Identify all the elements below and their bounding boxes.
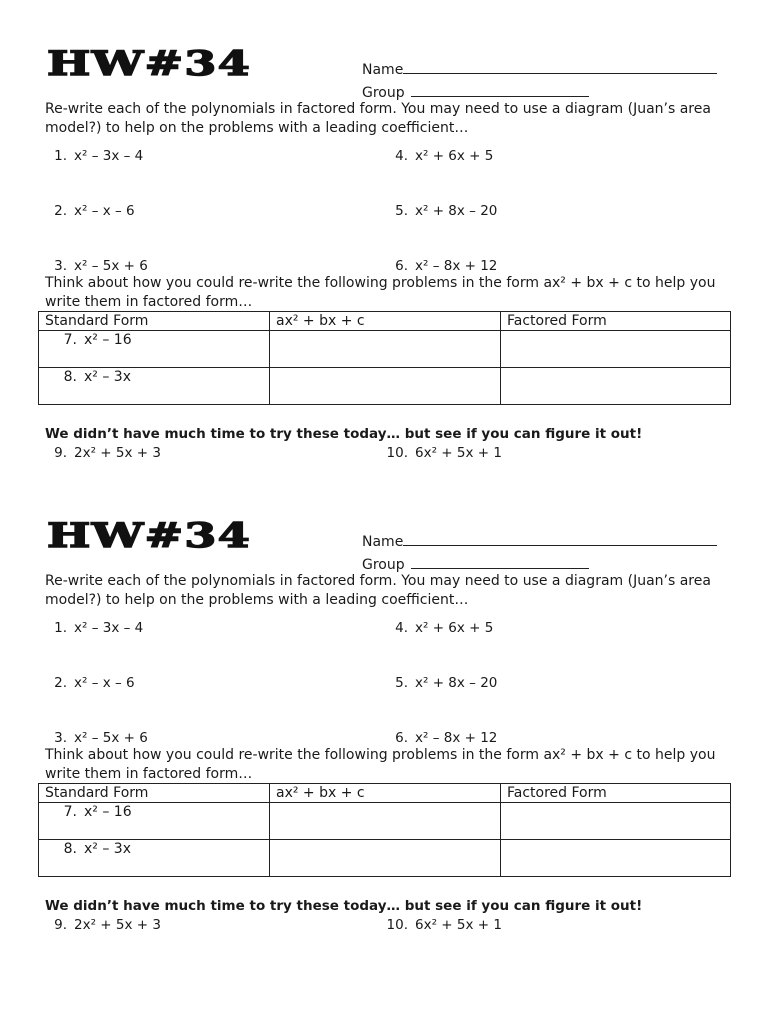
table-row	[39, 840, 731, 877]
problem-9: 9. 2x² + 5x + 3	[54, 917, 161, 933]
instructions: Re-write each of the polynomials in factored form. You may need to use a diagram (Juan’s area model?) to help on the problems with a leading coefficient…	[45, 101, 711, 136]
name-field	[362, 58, 717, 79]
name-field	[362, 530, 717, 551]
problem-5: 5. x² + 8x – 20	[395, 675, 498, 691]
worksheet-bottom	[0, 472, 768, 944]
instructions: Re-write each of the polynomials in factored form. You may need to use a diagram (Juan’s area model?) to help on the problems with a leading coefficient…	[45, 573, 711, 608]
group-blank[interactable]	[411, 553, 589, 569]
header-standard-form: Standard Form	[39, 312, 270, 331]
answer-cell[interactable]	[501, 803, 731, 840]
answer-cell[interactable]	[270, 331, 501, 368]
problem-4: 4. x² + 6x + 5	[395, 148, 494, 164]
name-label: Name	[362, 62, 404, 78]
group-blank[interactable]	[411, 81, 589, 97]
worksheet-title: HW#34	[47, 516, 252, 556]
bonus-heading: We didn’t have much time to try these today… but see if you can figure it out!	[45, 426, 643, 442]
answer-cell[interactable]	[501, 331, 731, 368]
header-abc-form: ax² + bx + c	[270, 784, 501, 803]
group-field	[362, 81, 589, 102]
factoring-table	[38, 783, 731, 877]
header-factored-form: Factored Form	[501, 784, 731, 803]
problem-7: 7. x² – 16	[39, 331, 270, 368]
problem-1: 1. x² – 3x – 4	[54, 148, 144, 164]
answer-cell[interactable]	[501, 368, 731, 405]
problem-6: 6. x² – 8x + 12	[395, 730, 498, 746]
group-label: Group	[362, 557, 405, 573]
name-blank[interactable]	[403, 530, 717, 546]
table-instructions: Think about how you could re-write the following problems in the form ax² + bx + c to help you write them in factored form…	[45, 275, 716, 310]
group-field	[362, 553, 589, 574]
table-row	[39, 368, 731, 405]
problem-2: 2. x² – x – 6	[54, 203, 135, 219]
problem-3: 3. x² – 5x + 6	[54, 258, 148, 274]
problem-1: 1. x² – 3x – 4	[54, 620, 144, 636]
problem-7: 7. x² – 16	[39, 803, 270, 840]
table-row	[39, 331, 731, 368]
header-factored-form: Factored Form	[501, 312, 731, 331]
problem-6: 6. x² – 8x + 12	[395, 258, 498, 274]
problem-8: 8. x² – 3x	[39, 368, 270, 405]
bonus-heading: We didn’t have much time to try these today… but see if you can figure it out!	[45, 898, 643, 914]
problem-5: 5. x² + 8x – 20	[395, 203, 498, 219]
problem-8: 8. x² – 3x	[39, 840, 270, 877]
problem-10: 10. 6x² + 5x + 1	[386, 445, 502, 461]
table-header-row	[39, 312, 731, 331]
table-instructions: Think about how you could re-write the following problems in the form ax² + bx + c to help you write them in factored form…	[45, 747, 716, 782]
factoring-table	[38, 311, 731, 405]
worksheet-title: HW#34	[47, 44, 252, 84]
table-row	[39, 803, 731, 840]
header-abc-form: ax² + bx + c	[270, 312, 501, 331]
problem-9: 9. 2x² + 5x + 3	[54, 445, 161, 461]
answer-cell[interactable]	[501, 840, 731, 877]
problem-3: 3. x² – 5x + 6	[54, 730, 148, 746]
answer-cell[interactable]	[270, 368, 501, 405]
answer-cell[interactable]	[270, 803, 501, 840]
problem-4: 4. x² + 6x + 5	[395, 620, 494, 636]
answer-cell[interactable]	[270, 840, 501, 877]
worksheet-top	[0, 0, 768, 472]
name-label: Name	[362, 534, 404, 550]
name-blank[interactable]	[403, 58, 717, 74]
table-header-row	[39, 784, 731, 803]
problem-2: 2. x² – x – 6	[54, 675, 135, 691]
group-label: Group	[362, 85, 405, 101]
problem-10: 10. 6x² + 5x + 1	[386, 917, 502, 933]
header-standard-form: Standard Form	[39, 784, 270, 803]
